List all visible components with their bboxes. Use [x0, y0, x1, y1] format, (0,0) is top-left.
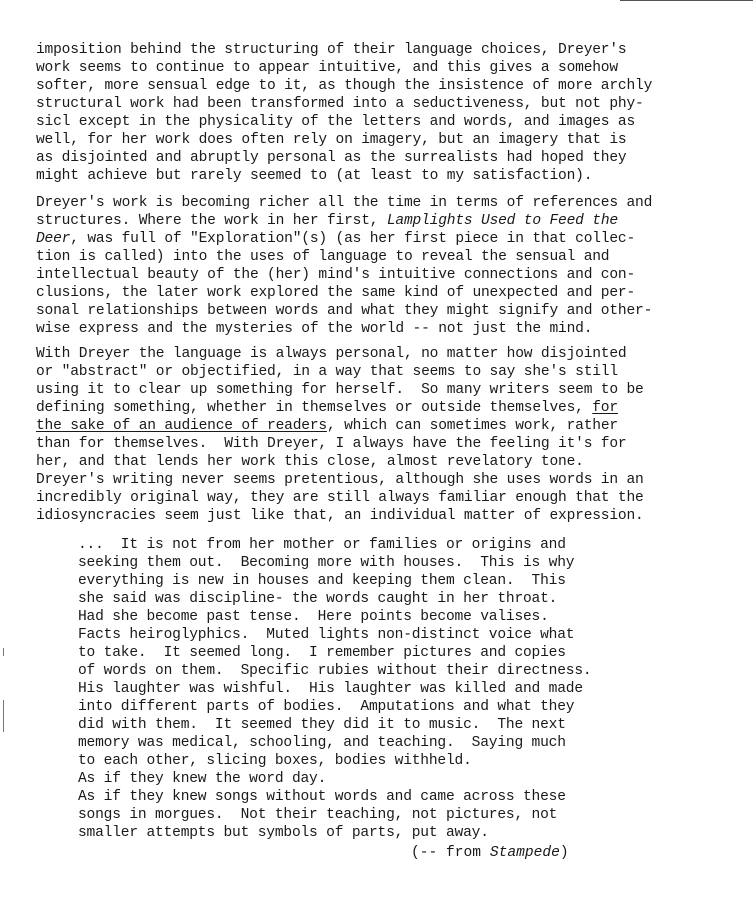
quote-line: His laughter was wishful. His laughter was killed and made [78, 681, 583, 697]
text-segment: , was full of "Exploration"(s) (as her first piece in that collec- [70, 231, 636, 247]
text-line: using it to clear up something for herself. So many writers seem to be [36, 382, 644, 398]
block-quote [78, 537, 638, 843]
text-line: as disjointed and abruptly personal as the surrealists had hoped they [36, 150, 627, 166]
source-title: Stampede [489, 845, 560, 861]
text-line: With Dreyer the language is always personal, no matter how disjointed [36, 346, 627, 362]
text-line: her, and that lends her work this close, almost revelatory tone. [36, 454, 584, 470]
text-line: well, for her work does often rely on imagery, but an imagery that is [36, 132, 627, 148]
quote-line: to each other, slicing boxes, bodies withheld. [78, 753, 472, 769]
book-title: Lamplights Used to Feed the [386, 213, 618, 229]
quote-line: she said was discipline- the words caught in her throat. [78, 591, 558, 607]
book-title: Deer [36, 231, 71, 247]
paragraph-3 [36, 345, 716, 525]
text-segment: , which can sometimes work, rather [326, 418, 618, 434]
quote-line: As if they knew songs without words and came across these [78, 789, 566, 805]
text-line: softer, more sensual edge to it, as though the insistence of more archly [36, 78, 653, 94]
text-line [36, 399, 716, 417]
quote-line: of words on them. Specific rubies without their directness. [78, 663, 592, 679]
text-line: Dreyer's work is becoming richer all the time in terms of references and [36, 195, 653, 211]
text-line: or "abstract" or objectified, in a way that seems to say she's still [36, 364, 618, 380]
text-line: clusions, the later work explored the same kind of unexpected and per- [36, 285, 636, 301]
quote-line: Had she become past tense. Here points become valises. [78, 609, 549, 625]
quote-line: seeking them out. Becoming more with houses. This is why [78, 555, 575, 571]
paragraph-2 [36, 194, 716, 338]
quote-line: ... It is not from her mother or families or origins and [78, 537, 566, 553]
text-line: wise express and the mysteries of the world -- not just the mind. [36, 321, 593, 337]
margin-mark [3, 700, 4, 732]
underlined-text: for [592, 400, 618, 416]
text-line: tion is called) into the uses of language to reveal the sensual and [36, 249, 610, 265]
attribution-suffix: ) [559, 845, 569, 861]
text-line: Dreyer's writing never seems pretentious, although she uses words in an [36, 472, 644, 488]
text-segment: structures. Where the work in her first, [36, 213, 387, 229]
quote-line: everything is new in houses and keeping them clean. This [78, 573, 566, 589]
text-line [36, 417, 716, 435]
margin-mark [3, 648, 4, 656]
quote-line: Facts heiroglyphics. Muted lights non-distinct voice what [78, 627, 575, 643]
text-line: imposition behind the structuring of their language choices, Dreyer's [36, 42, 627, 58]
text-line: sonal relationships between words and what they might signify and other- [36, 303, 653, 319]
text-line: intellectual beauty of the (her) mind's intuitive connections and con- [36, 267, 636, 283]
quote-line: memory was medical, schooling, and teaching. Saying much [78, 735, 566, 751]
text-line [36, 230, 716, 248]
attribution-prefix: (-- from [411, 845, 490, 861]
text-line [36, 212, 716, 230]
text-line: might achieve but rarely seemed to (at least to my satisfaction). [36, 168, 593, 184]
text-line: incredibly original way, they are still always familiar enough that the [36, 490, 644, 506]
quote-attribution [411, 844, 569, 862]
underlined-text: the sake of an audience of readers [36, 418, 327, 434]
text-line: work seems to continue to appear intuitive, and this gives a somehow [36, 60, 618, 76]
text-segment: defining something, whether in themselves or outside themselves, [36, 400, 593, 416]
quote-line: into different parts of bodies. Amputations and what they [78, 699, 575, 715]
quote-line: to take. It seemed long. I remember pictures and copies [78, 645, 566, 661]
text-line: idiosyncracies seem just like that, an individual matter of expression. [36, 508, 644, 524]
text-line: structural work had been transformed into a seductiveness, but not phy- [36, 96, 644, 112]
top-edge-rule [620, 0, 753, 1]
quote-line: smaller attempts but symbols of parts, put away. [78, 825, 489, 841]
quote-line: As if they knew the word day. [78, 771, 327, 787]
text-line: than for themselves. With Dreyer, I always have the feeling it's for [36, 436, 627, 452]
text-line: sicl except in the physicality of the letters and words, and images as [36, 114, 636, 130]
quote-line: songs in morgues. Not their teaching, not pictures, not [78, 807, 558, 823]
paragraph-1 [36, 41, 716, 185]
quote-line: did with them. It seemed they did it to music. The next [78, 717, 566, 733]
